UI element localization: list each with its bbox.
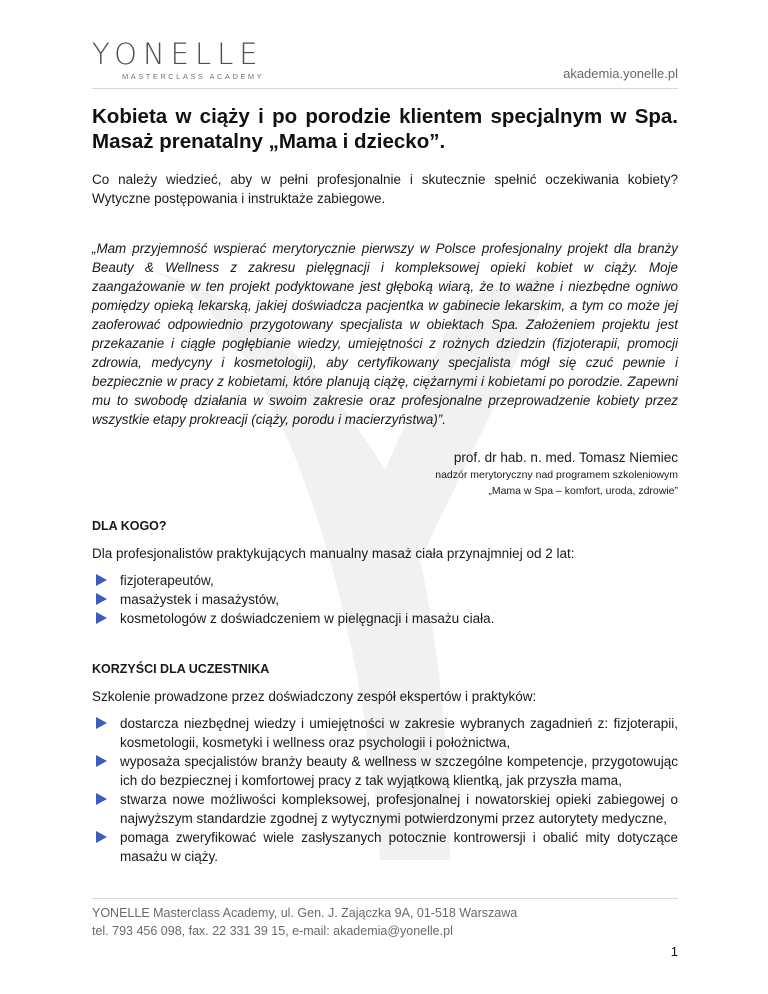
expert-quote: „Mam przyjemność wspierać merytorycznie pierwszy w Polsce profesjonalny projekt dla branży Beauty & Wellness z zakresu pielęgnacji i kompleksowej opieki kobiet w ciąży. Moje zaangażowanie w ten projekt podyktowane jest głęboką wiarą, że to ważne i niezbędne ogniwo pomiędzy opieką lekarską, jakiej doświadcza pacjentka w gabinecie lekarskim, a tym co może jej zaoferować odpowiednio przygotowany specjalista w obiektach Spa. Założeniem projektu jest przekazanie i ciągłe pogłębianie wiedzy, umiejętności z rożnych dziedzin (fizjoterapii, promocji zdrowia, medycyny i kosmetologii), aby certyfikowany specjalista mógł się czuć pewnie i bezpiecznie w pracy z kobietami, które planują ciążę, ciężarnymi i kobietami po porodzie. Zapewni mu to swobodę działania w swoim zakresie oraz profesjonalne przeprowadzenie kobiety przez wszystkie etapy prokreacji (ciąży, porodu i macierzyństwa)”. bbox=[92, 241, 678, 427]
list-item: stwarza nowe możliwości kompleksowej, profesjonalnej i nowatorskiej opieki zabiegowej o najwyższym standardzie zgodnej z wytycznymi potwierdzonymi przez autorytety medyczne, bbox=[92, 790, 678, 828]
signature-program: „Mama w Spa – komfort, uroda, zdrowie” bbox=[488, 485, 678, 497]
list-item: masażystek i masażystów, bbox=[92, 590, 678, 609]
footer bbox=[92, 904, 517, 940]
section-lead: Szkolenie prowadzone przez doświadczony zespół ekspertów i praktyków: bbox=[92, 689, 537, 704]
section-heading: DLA KOGO? bbox=[92, 519, 167, 533]
list-item: dostarcza niezbędnej wiedzy i umiejętności w zakresie wybranych zagadnień z: fizjoterapii, kosmetologii, kosmetyki i wellness oraz psychologii i położnictwa, bbox=[92, 714, 678, 752]
audience-list bbox=[92, 571, 678, 628]
header-divider bbox=[92, 88, 678, 89]
footer-address: YONELLE Masterclass Academy, ul. Gen. J. Zajączka 9A, 01-518 Warszawa bbox=[92, 906, 518, 920]
document-body bbox=[92, 104, 678, 866]
page-number: 1 bbox=[670, 944, 678, 959]
document-title: Kobieta w ciąży i po porodzie klientem specjalnym w Spa. Masaż prenatalny „Mama i dziecko”. bbox=[92, 105, 678, 153]
logo-subtitle: MASTERCLASS ACADEMY bbox=[122, 72, 265, 81]
section-benefits bbox=[92, 660, 678, 866]
section-lead: Dla profesjonalistów praktykujących manualny masaż ciała przynajmniej od 2 lat: bbox=[92, 546, 575, 561]
logo-wordmark: YONELLE bbox=[92, 37, 264, 71]
list-item: kosmetologów z doświadczeniem w pielęgnacji i masażu ciała. bbox=[92, 609, 678, 628]
footer-divider bbox=[92, 898, 678, 899]
footer-contact: tel. 793 456 098, fax. 22 331 39 15, e-mail: akademia@yonelle.pl bbox=[92, 924, 453, 938]
list-item: fizjoterapeutów, bbox=[92, 571, 678, 590]
triangle-bullet-icon bbox=[96, 612, 107, 624]
list-item: pomaga zweryfikować wiele zasłyszanych potocznie kontrowersji i obalić mity dotyczące masażu w ciąży. bbox=[92, 828, 678, 866]
triangle-bullet-icon bbox=[96, 717, 107, 729]
section-for-whom bbox=[92, 517, 678, 628]
triangle-bullet-icon bbox=[96, 831, 107, 843]
logo bbox=[92, 38, 264, 81]
signature-role: nadzór merytoryczny nad programem szkoleniowym bbox=[435, 469, 678, 481]
signature-block bbox=[92, 449, 678, 499]
section-heading: KORZYŚCI DLA UCZESTNIKA bbox=[92, 662, 270, 676]
signature-name: prof. dr hab. n. med. Tomasz Niemiec bbox=[453, 450, 678, 465]
intro-paragraph: Co należy wiedzieć, aby w pełni profesjonalnie i skutecznie spełnić oczekiwania kobiety? Wytyczne postępowania i instruktaże zabiegowe. bbox=[92, 172, 678, 206]
triangle-bullet-icon bbox=[96, 593, 107, 605]
triangle-bullet-icon bbox=[96, 755, 107, 767]
header-url-link[interactable]: akademia.yonelle.pl bbox=[563, 66, 678, 81]
benefits-list bbox=[92, 714, 678, 866]
triangle-bullet-icon bbox=[96, 574, 107, 586]
list-item: wyposaża specjalistów branży beauty & wellness w szczególne kompetencje, przygotowując ich do bezpiecznej i komfortowej pracy z tak wyjątkową klientką, jak przyszła mama, bbox=[92, 752, 678, 790]
triangle-bullet-icon bbox=[96, 793, 107, 805]
